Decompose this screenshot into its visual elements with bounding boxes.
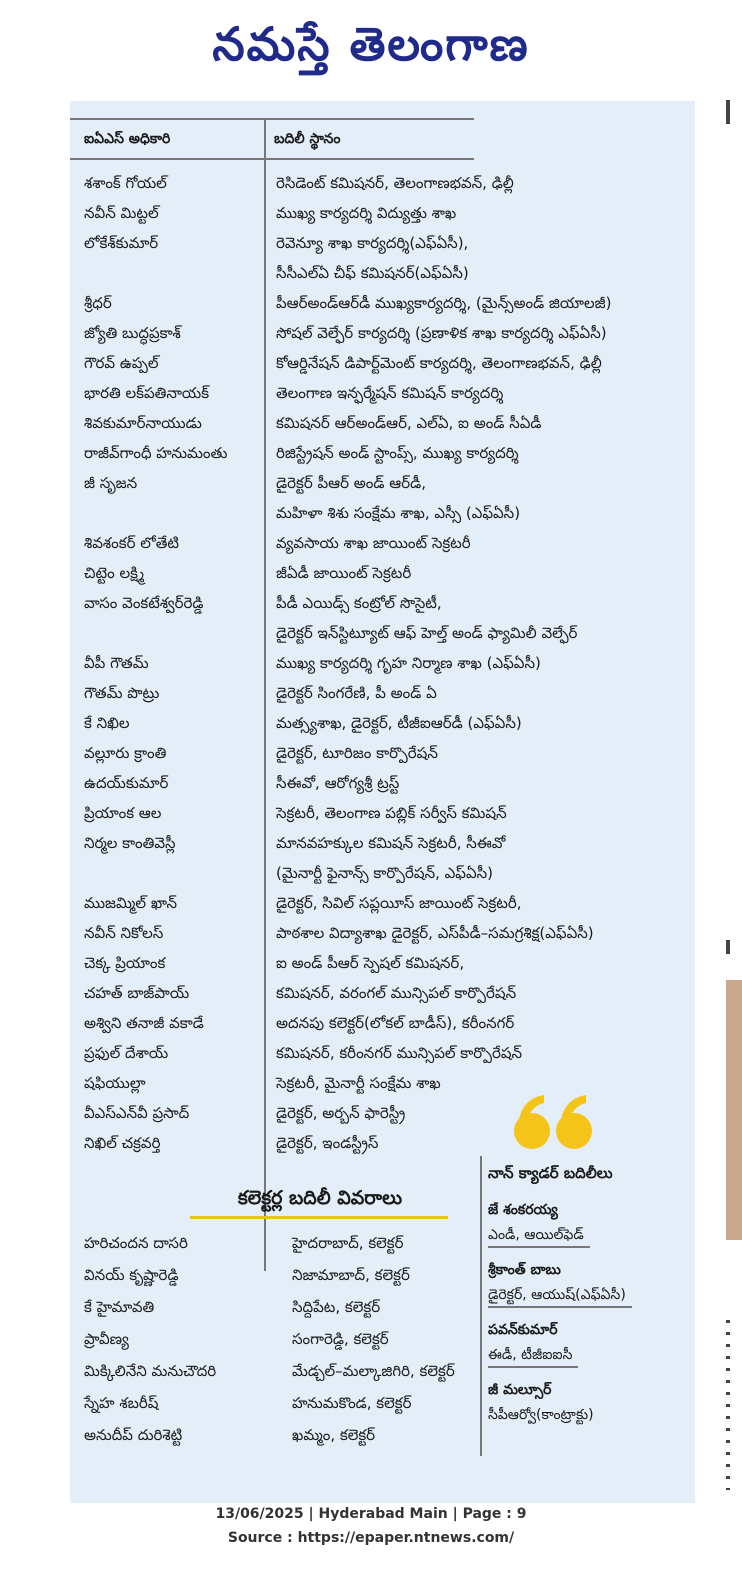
officer-name: షఫియుల్లా — [84, 1074, 146, 1092]
footer-info: 13/06/2025 | Hyderabad Main | Page : 9 — [215, 1506, 527, 1522]
table-row — [70, 978, 695, 1008]
column-header-posting: బదిలీ స్థానం — [264, 118, 474, 160]
table-row — [70, 648, 695, 678]
cut-text-remnant — [90, 101, 360, 109]
non-cadre-item — [488, 1378, 688, 1428]
collector-row — [70, 1323, 490, 1355]
officer-name: ముజమ్మిల్ ఖాన్ — [84, 894, 177, 912]
collector-posting: నిజామాబాద్, కలెక్టర్ — [292, 1266, 410, 1284]
posting: రిజిస్ట్రేషన్ అండ్ స్టాంప్స్, ముఖ్య కార్యదర్శి — [276, 444, 519, 462]
collector-name: మిక్కిలినేని మనుచౌదరి — [84, 1362, 217, 1380]
posting: పీడీ ఎయిడ్స్ కంట్రోల్ సొసైటీ, — [276, 594, 442, 612]
table-row — [70, 678, 695, 708]
officer-name: కే నిఖిల — [84, 714, 130, 732]
table-row — [70, 768, 695, 798]
officer-name: వీఎస్ఎన్‌వీ ప్రసాద్ — [84, 1104, 190, 1122]
table-row — [70, 918, 695, 948]
table-row — [70, 1038, 695, 1068]
officer-name: ప్రఫుల్ దేశాయ్ — [84, 1044, 169, 1062]
officer-name: ఉదయ్‌కుమార్ — [84, 774, 169, 792]
posting: పాఠశాల విద్యాశాఖ డైరెక్టర్, ఎస్‌పీడీ–సమగ్రశిక్ష(ఎఫ్‌ఏసీ) — [276, 924, 594, 942]
non-cadre-heading: నాన్ క్యాడర్ బదిలీలు — [488, 1164, 613, 1182]
footer-source: Source : https://epaper.ntnews.com/ — [227, 1530, 515, 1546]
non-cadre-posting: ఎండీ, ఆయిల్‌ఫెడ్ — [488, 1222, 590, 1248]
officer-name: ప్రియాంక ఆల — [84, 804, 162, 822]
non-cadre-item — [488, 1258, 688, 1308]
officer-name: అశ్విని తనాజీ వకాడే — [84, 1014, 204, 1032]
posting: సీసీఎల్‌ఏ చీఫ్ కమిషనర్(ఎఫ్‌ఏసీ) — [276, 264, 469, 282]
posting: డైరెక్టర్, ఇండస్ట్రీస్ — [276, 1134, 379, 1152]
officer-name: నిఖిల్ చక్రవర్తి — [84, 1134, 161, 1152]
posting: డైరెక్టర్, అర్బన్ ఫారెస్ట్రీ — [276, 1104, 406, 1122]
table-row — [70, 198, 695, 228]
table-row — [70, 528, 695, 558]
officer-name: వాసం వెంకటేశ్వర్‌రెడ్డి — [84, 594, 204, 612]
officer-name: గౌతమ్ పొట్రు — [84, 684, 160, 702]
table-row — [70, 378, 695, 408]
table-row — [70, 588, 695, 618]
posting: మానవహక్కుల కమిషన్ సెక్రటరీ, సీఈవో — [276, 834, 506, 852]
posting: ఐ అండ్ పీఆర్ స్పెషల్ కమిషనర్, — [276, 954, 465, 972]
officer-name: వీపీ గౌతమ్ — [84, 654, 149, 672]
collector-row — [70, 1355, 490, 1387]
officer-name: శివకుమార్‌నాయుడు — [84, 414, 202, 432]
table-row — [70, 438, 695, 468]
column-header-officer: ఐఏఎస్ అధికారి — [70, 118, 264, 160]
posting: మత్స్యశాఖ, డైరెక్టర్, టీజీఐఆర్‌డీ (ఎఫ్‌ఏసీ) — [276, 714, 522, 732]
non-cadre-name: జే శంకరయ్య — [488, 1202, 558, 1218]
table-row — [70, 318, 695, 348]
non-cadre-posting: ఈడీ, టీజీఐఐసీ — [488, 1342, 578, 1368]
officer-name: జీ సృజన — [84, 474, 138, 492]
collector-name: అనుదీప్ దురిశెట్టి — [84, 1426, 183, 1444]
non-cadre-name: శ్రీకాంత్ బాబు — [488, 1262, 561, 1278]
posting: సీఈవో, ఆరోగ్యశ్రీ ట్రస్ట్ — [276, 774, 400, 792]
posting: డైరెక్టర్ సింగరేణి, పీ అండ్ ఏ — [276, 684, 437, 702]
collectors-heading: కలెక్టర్ల బదిలీ వివరాలు — [237, 1187, 403, 1209]
table-row — [70, 738, 695, 768]
table-row — [70, 1098, 695, 1128]
posting: సెక్రటరీ, మైనార్టీ సంక్షేమ శాఖ — [276, 1074, 441, 1092]
quote-icon — [510, 1091, 600, 1161]
posting: డైరెక్టర్, సివిల్ సప్లయీస్ జాయింట్ సెక్రటరీ, — [276, 894, 522, 912]
posting: వ్యవసాయ శాఖ జాయింట్ సెక్రటరీ — [276, 534, 471, 552]
table-row — [70, 558, 695, 588]
collector-posting: సంగారెడ్డి, కలెక్టర్ — [292, 1330, 389, 1348]
posting: జీఏడీ జాయింట్ సెక్రటరీ — [276, 564, 412, 582]
collector-name: వినయ్ కృష్ణారెడ్డి — [84, 1266, 179, 1284]
posting: కమిషనర్, కరీంనగర్ మున్సిపల్ కార్పొరేషన్ — [276, 1044, 523, 1062]
officer-name: నవీన్ నికోలస్ — [84, 924, 164, 942]
officer-name: చిట్టెం లక్ష్మి — [84, 564, 145, 582]
news-clipping — [70, 101, 695, 1503]
adjacent-clip-edge — [726, 100, 742, 860]
posting: డైరెక్టర్ పీఆర్ అండ్ ఆర్‌డీ, — [276, 474, 426, 492]
officer-name: చహత్ బాజ్‌పాయ్ — [84, 984, 190, 1002]
table-row — [70, 288, 695, 318]
posting: ముఖ్య కార్యదర్శి విద్యుత్తు శాఖ — [276, 204, 457, 222]
non-cadre-posting: సీపీఆర్వో(కాంట్రాక్టు) — [488, 1407, 594, 1423]
table-row — [70, 348, 695, 378]
table-row — [70, 468, 695, 498]
non-cadre-name: జీ మల్సూర్ — [488, 1382, 552, 1398]
officer-name: జ్యోతి బుద్ధప్రకాశ్ — [84, 324, 181, 342]
table-row — [70, 1128, 695, 1158]
collector-name: స్నేహ శబరీష్ — [84, 1394, 159, 1412]
table-row — [70, 408, 695, 438]
table-row — [70, 828, 695, 858]
posting: డైరెక్టర్, టూరిజం కార్పొరేషన్ — [276, 744, 438, 762]
table-row — [70, 258, 695, 288]
non-cadre-item — [488, 1198, 688, 1248]
collector-row — [70, 1419, 490, 1451]
table-row — [70, 168, 695, 198]
officer-name: శివశంకర్ లోతేటి — [84, 534, 179, 552]
collector-row — [70, 1259, 490, 1291]
table-row — [70, 858, 695, 888]
collector-row — [70, 1291, 490, 1323]
table-row — [70, 948, 695, 978]
posting: కమిషనర్ ఆర్‌అండ్‌ఆర్, ఎల్‌ఏ, ఐ అండ్ సీఏడీ — [276, 414, 542, 432]
collector-posting: ఖమ్మం, కలెక్టర్ — [292, 1426, 376, 1444]
officer-name: రాజీవ్‌గాంధీ హనుమంతు — [84, 444, 228, 462]
posting: రెవెన్యూ శాఖ కార్యదర్శి(ఎఫ్‌ఏసీ), — [276, 234, 469, 252]
officer-name: నిర్మల కాంతివెస్లీ — [84, 834, 176, 852]
collector-posting: హైదరాబాద్, కలెక్టర్ — [292, 1234, 404, 1252]
officer-name: చెక్క ప్రియాంక — [84, 954, 166, 972]
non-cadre-name: పవన్‌కుమార్ — [488, 1322, 558, 1338]
table-row — [70, 798, 695, 828]
masthead — [0, 0, 742, 100]
collector-name: ప్రావీణ్య — [84, 1330, 129, 1348]
collectors-heading-underline — [190, 1216, 448, 1219]
posting: డైరెక్టర్ ఇన్‌స్టిట్యూట్ ఆఫ్ హెల్త్ అండ్ ఫ్యామిలీ వెల్ఫేర్ — [276, 624, 578, 642]
officer-name: శశాంక్ గోయల్ — [84, 174, 167, 192]
posting: సోషల్ వెల్ఫేర్ కార్యదర్శి (ప్రణాళిక శాఖ కార్యదర్శి ఎఫ్‌ఏసీ) — [276, 324, 607, 342]
table-row — [70, 1008, 695, 1038]
collector-posting: మేడ్చల్–మల్కాజిగిరి, కలెక్టర్ — [292, 1362, 455, 1380]
officer-name: శ్రీధర్ — [84, 294, 112, 312]
collector-posting: సిద్దిపేట, కలెక్టర్ — [292, 1298, 381, 1316]
posting: కమిషనర్, వరంగల్ మున్సిపల్ కార్పొరేషన్ — [276, 984, 517, 1002]
officer-name: లోకేశ్‌కుమార్ — [84, 234, 159, 252]
officer-name: నవీన్ మిట్టల్ — [84, 204, 159, 222]
non-cadre-item — [488, 1318, 688, 1368]
collector-posting: హనుమకొండ, కలెక్టర్ — [292, 1394, 412, 1412]
posting: సెక్రటరీ, తెలంగాణ పబ్లిక్ సర్వీస్ కమిషన్ — [276, 804, 507, 822]
posting: తెలంగాణ ఇన్ఫర్మేషన్ కమిషన్ కార్యదర్శి — [276, 384, 504, 402]
collector-name: కే హైమావతి — [84, 1298, 155, 1316]
officer-name: వల్లూరు క్రాంతి — [84, 744, 167, 762]
newspaper-title: నమస్తే తెలంగాణ — [212, 17, 530, 71]
collector-row — [70, 1227, 490, 1259]
posting: (మైనార్టీ ఫైనాన్స్ కార్పొరేషన్, ఎఫ్‌ఏసీ) — [276, 864, 494, 882]
non-cadre-box — [480, 1156, 695, 1456]
collector-row — [70, 1387, 490, 1419]
posting: రెసిడెంట్ కమిషనర్, తెలంగాణభవన్, ఢిల్లీ — [276, 174, 514, 192]
officer-name: భారతి లక్‌పతినాయక్ — [84, 384, 210, 402]
adjacent-photo-edge — [726, 980, 742, 1240]
table-row — [70, 618, 695, 648]
posting: ముఖ్య కార్యదర్శి గృహ నిర్మాణ శాఖ (ఎఫ్‌ఏసీ) — [276, 654, 541, 672]
posting: పీఆర్‌అండ్‌ఆర్‌డీ ముఖ్యకార్యదర్శి, (మైన్స్‌అండ్ జియాలజీ) — [276, 294, 612, 312]
table-row — [70, 498, 695, 528]
collector-name: హరిచందన దాసరి — [84, 1234, 188, 1252]
table-row — [70, 708, 695, 738]
table-row — [70, 888, 695, 918]
non-cadre-posting: డైరెక్టర్, ఆయుష్(ఎఫ్‌ఏసీ) — [488, 1282, 632, 1308]
adjacent-text-edge — [726, 1320, 742, 1500]
posting: మహిళా శిశు సంక్షేమ శాఖ, ఎస్సీ (ఎఫ్‌ఏసీ) — [276, 504, 521, 522]
officer-name: గౌరవ్ ఉప్పల్ — [84, 354, 159, 372]
posting: కోఆర్డినేషన్ డిపార్ట్‌మెంట్ కార్యదర్శి, తెలంగాణభవన్, ఢిల్లీ — [276, 354, 602, 372]
posting: అదనపు కలెక్టర్(లోకల్ బాడీస్), కరీంనగర్ — [276, 1014, 515, 1032]
table-row — [70, 228, 695, 258]
table-row — [70, 1068, 695, 1098]
